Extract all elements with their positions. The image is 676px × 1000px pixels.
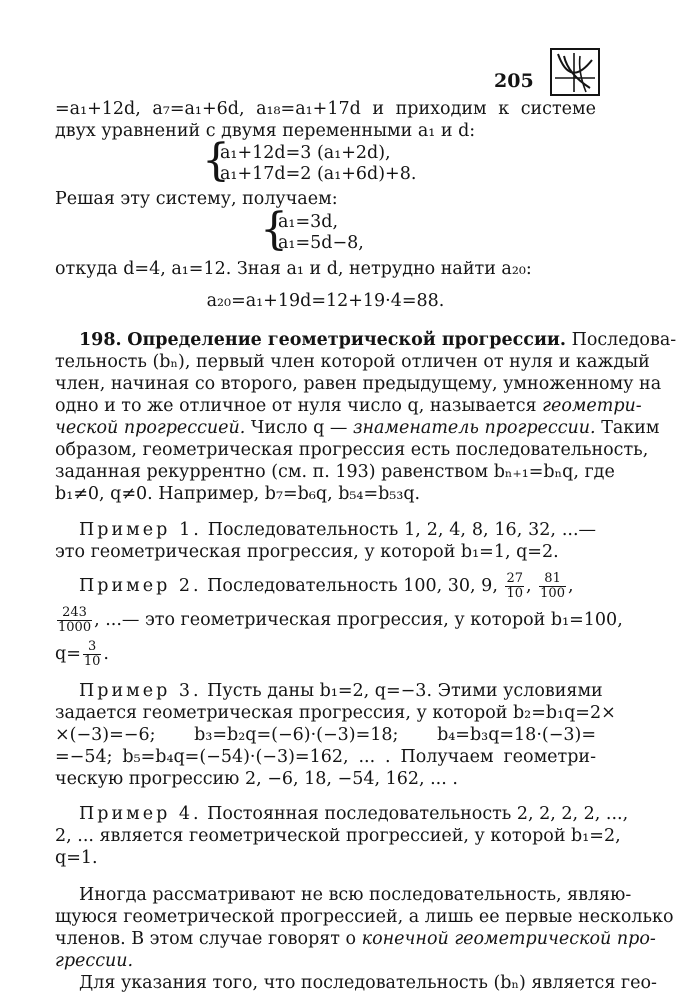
section-title: Определение геометрической прогрессии. [127, 330, 566, 350]
equation-line: a₁=5d−8, [278, 233, 364, 253]
text-line: задается геометрическая прогрессия, у которой b₂=b₁q=2× [55, 703, 616, 723]
example-line [55, 680, 603, 702]
term-italic: знаменатель прогрессии. [352, 418, 596, 438]
text-fragment: , ...— это геометрическая прогрессия, у которой b₁=100, [94, 610, 623, 630]
text-fragment: Таким [601, 418, 660, 438]
equation-line: a₁=3d, [278, 212, 339, 232]
text-line [55, 928, 656, 950]
text-fragment: Число q — [250, 418, 348, 438]
text-line: Иногда рассматривают не всю последовательность, являю- [79, 885, 632, 905]
text-line: =−54; b₅=b₄q=(−54)·(−3)=162, ... . Получаем геометри- [55, 747, 596, 767]
example-line [55, 803, 629, 825]
term-italic: грессии. [55, 951, 134, 971]
text-line [55, 417, 660, 439]
equation-line: a₁+17d=2 (a₁+6d)+8. [220, 164, 417, 184]
fraction: $\frac{27}{10}$ [506, 571, 524, 601]
example-label: Пример 3. [79, 681, 202, 701]
text-line: щуюся геометрической прогрессией, а лишь ее первые несколько [55, 907, 674, 927]
system-brace: { [260, 204, 288, 255]
text-fragment: Пусть даны b₁=2, q=−3. Этими условиями [207, 681, 603, 701]
equation-line: a₁+12d=3 (a₁+2d), [220, 143, 391, 163]
text-line: =a₁+12d, a₇=a₁+6d, a₁₈=a₁+17d и приходим к системе [55, 99, 596, 119]
section-heading [55, 329, 676, 351]
text-line: q= $\frac{3}{10}$ . [55, 639, 109, 669]
text-line: образом, геометрическая прогрессия есть последовательность, [55, 440, 649, 460]
page-number: 205 [494, 70, 534, 92]
text-fragment: Последовательность 1, 2, 4, 8, 16, 32, ...— [207, 520, 597, 540]
example-label: Пример 4. [79, 804, 202, 824]
example-line: Пример 2. Последовательность 100, 30, 9, $\frac{27}{10}$ , $\frac{81}{100}$ , [79, 571, 574, 601]
term-italic: ческой прогрессией. [55, 418, 246, 438]
text-line: ческую прогрессию 2, −6, 18, −54, 162, ... . [55, 769, 458, 789]
text-line: член, начиная со второго, равен предыдущему, умноженному на [55, 374, 662, 394]
fraction: $\frac{243}{1000}$ [58, 605, 92, 635]
text-line: ×(−3)=−6; b₃=b₂q=(−6)·(−3)=18; b₄=b₃q=18·(−3)= [55, 725, 596, 745]
example-label: Пример 2. [79, 576, 202, 596]
text-line: это геометрическая прогрессия, у которой b₁=1, q=2. [55, 542, 559, 562]
fraction: $\frac{3}{10}$ [83, 639, 101, 669]
text-line: откуда d=4, a₁=12. Зная a₁ и d, нетрудно найти a₂₀: [55, 259, 532, 279]
term-italic: геометри- [542, 396, 642, 416]
page-header [0, 48, 648, 98]
text-line: заданная рекуррентно (см. п. 193) равенством bₙ₊₁=bₙq, где [55, 462, 615, 482]
text-fragment: Постоянная последовательность 2, 2, 2, 2, ..., [207, 804, 629, 824]
text-fragment: Последова- [571, 330, 676, 350]
text-line: двух уравнений с двумя переменными a₁ и d: [55, 121, 476, 141]
text-line [55, 395, 642, 417]
system-brace: { [202, 135, 230, 186]
text-line [55, 605, 623, 635]
text-line: 2, ... является геометрической прогрессией, у которой b₁=2, [55, 826, 621, 846]
text-line: q=1. [55, 848, 98, 868]
term-italic: конечной геометрической про- [361, 929, 656, 949]
example-label: Пример 1. [79, 520, 202, 540]
text-line: Для указания того, что последовательность (bₙ) является гео- [79, 973, 657, 993]
text-line: b₁≠0, q≠0. Например, b₇=b₆q, b₅₄=b₅₃q. [55, 484, 421, 504]
text-line: Решая эту систему, получаем: [55, 189, 338, 209]
text-line [55, 950, 596, 972]
equation-line: a₂₀=a₁+19d=12+19·4=88. [206, 291, 445, 311]
text-fragment: q= [55, 644, 81, 664]
text-fragment: Последовательность 100, 30, 9, [207, 576, 498, 596]
graph-logo-icon [550, 48, 600, 96]
fraction: $\frac{81}{100}$ [540, 571, 565, 601]
example-line [55, 519, 596, 541]
text-fragment: одно и то же отличное от нуля число q, называется [55, 396, 537, 416]
text-line: тельность (bₙ), первый член которой отличен от нуля и каждый [55, 352, 650, 372]
text-fragment: членов. В этом случае говорят о [55, 929, 357, 949]
section-number: 198. [79, 330, 122, 350]
